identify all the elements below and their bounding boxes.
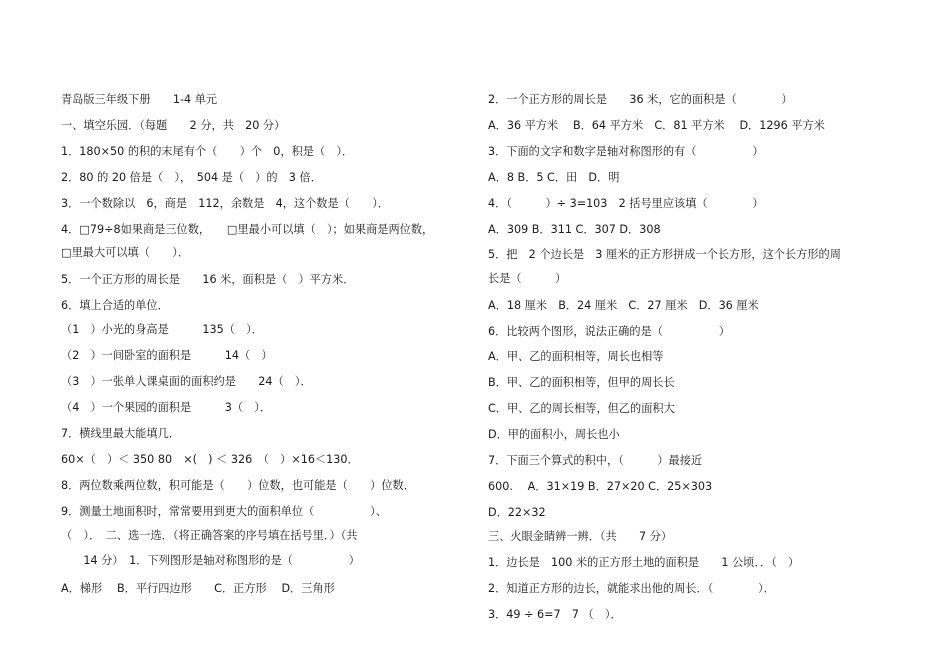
left-line-5: 3．一个数除以 6，商是 112，余数是 4，这个数是（ ）．	[61, 197, 389, 210]
right-line-8: 长是（ ）	[488, 272, 567, 285]
left-line-19: 14 分） 1．下列图形是轴对称图形的是（ ）	[61, 554, 360, 567]
right-line-15: 7．下面三个算式的积中，（ ）最接近	[488, 454, 703, 467]
left-line-13: （4 ）一个果园的面积是 3（ ）．	[61, 401, 272, 414]
right-line-19: 1．边长是 100 米的正方形土地的面积是 1 公顷．．（ ）	[488, 556, 800, 569]
right-line-17: D．22×32	[488, 506, 546, 519]
right-line-4: A．8 B．5 C．田 D．明	[488, 171, 620, 184]
right-line-21: 3．49 ÷ 6=7 7 （ ）．	[488, 608, 622, 621]
left-line-16: 8．两位数乘两位数，积可能是（ ）位数，也可能是（ ）位数．	[61, 479, 415, 492]
right-line-5: 4．（ ）÷ 3=103 2 括号里应该填（ ）	[488, 197, 764, 210]
right-line-20: 2．知道正方形的边长，就能求出他的周长．（ ）．	[488, 582, 775, 595]
right-line-7: 5．把 2 个边长是 3 厘米的正方形拼成一个长方形，这个长方形的周	[488, 248, 841, 261]
right-line-13: C．甲、乙的周长相等，但乙的面积大	[488, 402, 675, 415]
left-line-18: （ ）． 二、选一选．（将正确答案的序号填在括号里．）（共	[61, 529, 358, 542]
right-line-18: 三、火眼金睛辨一辨．（共 7 分）	[488, 530, 673, 543]
right-line-16: 600. A．31×19 B．27×20 C．25×303	[488, 480, 713, 493]
right-line-1: 2．一个正方形的周长是 36 米，它的面积是（ ）	[488, 93, 793, 106]
left-line-2: 一、填空乐园．（每题 2 分，共 20 分）	[61, 119, 286, 132]
right-line-14: D．甲的面积小，周长也小	[488, 428, 620, 441]
right-line-3: 3．下面的文字和数字是轴对称图形的有（ ）	[488, 145, 764, 158]
left-line-4: 2．80 的 20 倍是（ ）， 504 是（ ）的 3 倍．	[61, 171, 322, 184]
left-line-6: 4．□79÷8如果商是三位数， □里最小可以填（ ）；如果商是两位数，	[61, 223, 434, 236]
left-line-14: 7．横线里最大能填几．	[61, 427, 180, 440]
right-line-11: A．甲、乙的面积相等，周长也相等	[488, 350, 664, 363]
left-line-10: （1 ）小光的身高是 135（ ）．	[61, 323, 263, 336]
right-line-2: A．36 平方米 B．64 平方米 C．81 平方米 D．1296 平方米	[488, 119, 825, 132]
right-line-6: A．309 B．311 C．307 D．308	[488, 223, 661, 236]
right-line-9: A．18 厘米 B．24 厘米 C．27 厘米 D．36 厘米	[488, 299, 759, 312]
left-line-9: 6．填上合适的单位．	[61, 299, 169, 312]
left-line-15: 60×（ ）＜ 350 80 ×( ) ＜ 326 （ ）×16＜130．	[61, 453, 359, 466]
right-line-12: B．甲、乙的面积相等，但甲的周长长	[488, 376, 675, 389]
left-line-3: 1．180×50 的积的末尾有个（ ）个 0，积是（ ）．	[61, 145, 354, 158]
left-line-11: （2 ）一间卧室的面积是 14（ ）	[61, 349, 273, 362]
left-line-12: （3 ）一张单人课桌面的面积约是 24（ ）．	[61, 375, 312, 388]
left-line-7: □里最大可以填（ ）．	[61, 246, 190, 259]
left-line-20: A．梯形 B．平行四边形 C．正方形 D．三角形	[61, 582, 335, 595]
left-line-1: 青岛版三年级下册 1-4 单元	[61, 93, 218, 106]
left-line-8: 5．一个正方形的周长是 16 米，面积是（ ）平方米．	[61, 273, 355, 286]
right-line-10: 6．比较两个图形，说法正确的是（ ）	[488, 325, 731, 338]
left-line-17: 9．测量土地面积时，常常要用到更大的面积单位（ ）、	[61, 505, 387, 518]
